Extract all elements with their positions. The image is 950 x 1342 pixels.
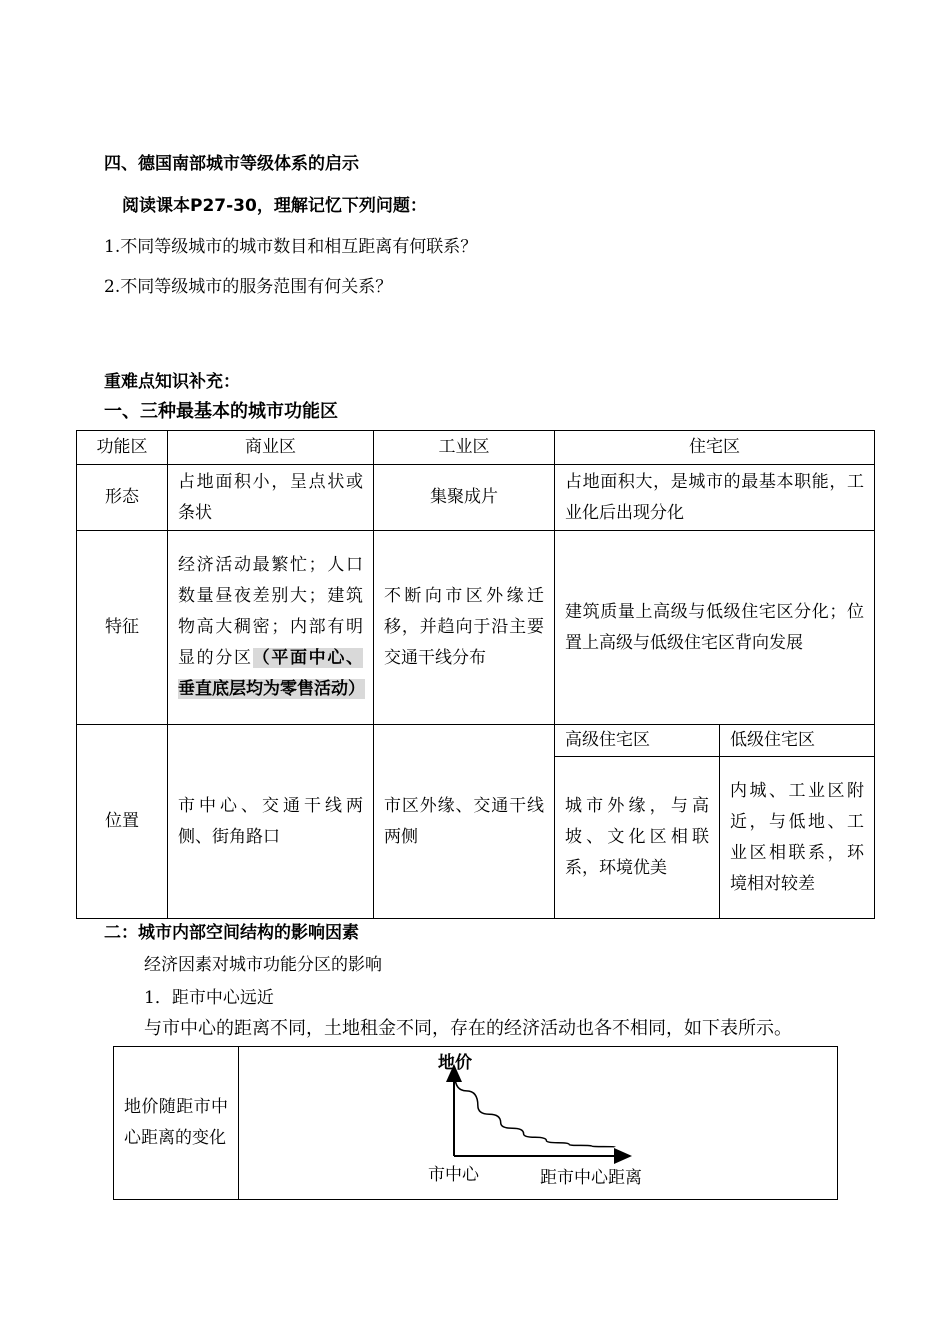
high-residential-header: 高级住宅区 [555,725,720,757]
header-row [77,431,875,465]
distance-heading: 1．距市中心远近 [144,988,274,1008]
function-zone-table [76,430,875,919]
rent-chart-cell [239,1047,838,1200]
reading-instruction: 阅读课本P27-30，理解记忆下列问题： [122,196,427,216]
shape-industrial: 集聚成片 [374,465,555,531]
rent-table [113,1046,838,1200]
shape-commercial: 占地面积小，呈点状或条状 [168,465,374,531]
location-industrial: 市区外缘、交通干线两侧 [374,725,555,919]
location-high-residential: 城市外缘，与高坡、文化区相联系，环境优美 [555,757,720,919]
feature-label: 特征 [77,531,168,725]
feature-residential: 建筑质量上高级与低级住宅区分化；位置上高级与低级住宅区背向发展 [555,531,875,725]
rent-table-label: 地价随距市中心距离的变化 [114,1047,239,1200]
question-2: 2.不同等级城市的服务范围有何关系？ [104,277,393,297]
location-row [77,725,875,757]
location-commercial: 市中心、交通干线两侧、街角路口 [168,725,374,919]
feature-industrial: 不断向市区外缘迁移，并趋向于沿主要交通干线分布 [374,531,555,725]
origin-label: 市中心 [428,1165,479,1185]
shape-row [77,465,875,531]
shape-label: 形态 [77,465,168,531]
shape-residential: 占地面积大，是城市的最基本职能，工业化后出现分化 [555,465,875,531]
supplement-heading: 重难点知识补充： [104,372,240,392]
location-label: 位置 [77,725,168,919]
x-axis-label: 距市中心距离 [540,1168,642,1188]
section2-heading: 二：城市内部空间结构的影响因素 [104,923,359,943]
header-industrial: 工业区 [374,431,555,465]
feature-commercial [168,531,374,725]
rent-curve-chart [240,1048,837,1198]
low-residential-header: 低级住宅区 [720,725,875,757]
rent-curve [455,1076,615,1147]
feature-commercial-highlight: （平面中心、垂直底层均为零售活动） [178,648,365,699]
section4-heading: 四、德国南部城市等级体系的启示 [104,154,359,174]
location-low-residential: 内城、工业区附近，与低地、工业区相联系，环境相对较差 [720,757,875,919]
function-zones-heading: 一、三种最基本的城市功能区 [104,401,338,422]
feature-commercial-text: 经济活动最繁忙；人口数量昼夜差别大；建筑物高大稠密；内部有明显的分区 [178,555,363,668]
question-1: 1.不同等级城市的城市数目和相互距离有何联系？ [104,237,478,257]
header-commercial: 商业区 [168,431,374,465]
economic-factor-line: 经济因素对城市功能分区的影响 [144,955,382,975]
feature-row [77,531,875,725]
header-zone: 功能区 [77,431,168,465]
header-residential: 住宅区 [555,431,875,465]
rent-description: 与市中心的距离不同，土地租金不同，存在的经济活动也各不相同，如下表所示。 [144,1018,792,1039]
y-axis-label: 地价 [438,1053,472,1073]
